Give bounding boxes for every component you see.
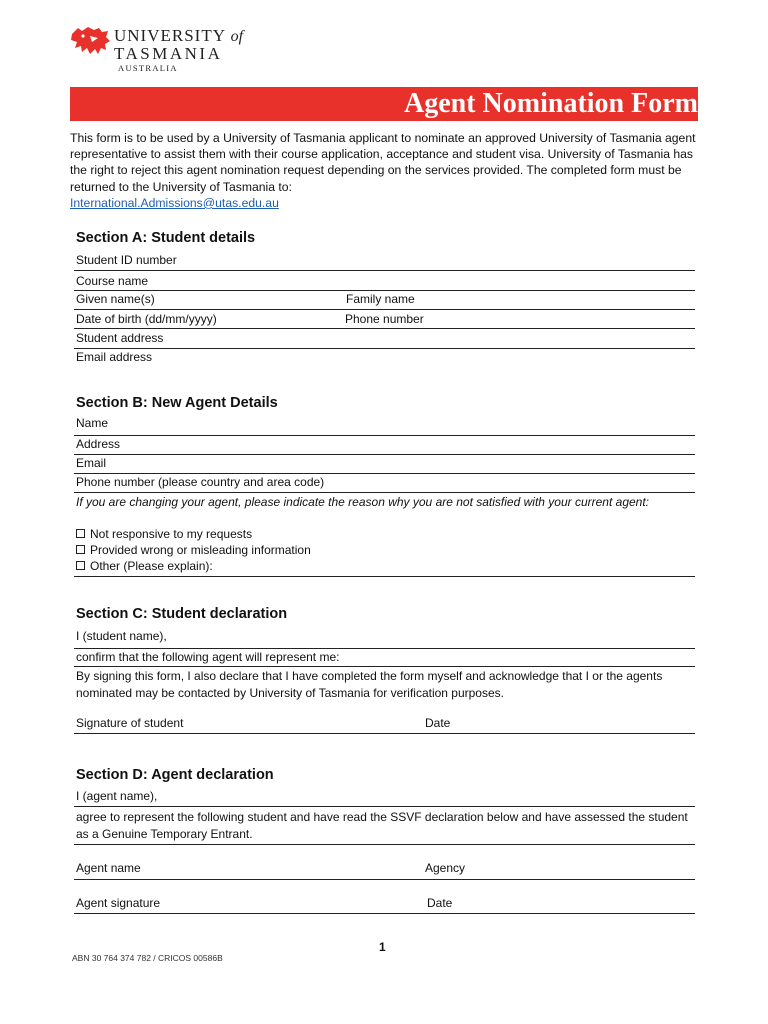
student-name-field[interactable] xyxy=(74,648,695,649)
confirm-agent-field[interactable] xyxy=(74,666,695,667)
other-explain-field[interactable] xyxy=(74,576,695,577)
logo-line-university: UNIVERSITY of xyxy=(114,26,244,45)
logo-line-australia: AUSTRALIA xyxy=(118,63,178,73)
agency-label: Agency xyxy=(425,861,466,875)
student-address-field[interactable] xyxy=(74,348,695,349)
student-signature-field[interactable] xyxy=(74,733,695,734)
agent-name-label: Name xyxy=(76,416,109,430)
section-d-heading: Section D: Agent declaration xyxy=(76,767,274,783)
agent-phone-field[interactable] xyxy=(74,492,695,493)
name-fields[interactable] xyxy=(74,309,695,310)
student-phone-label: Phone number xyxy=(345,312,424,326)
student-date-label: Date xyxy=(425,716,451,730)
checkbox-icon[interactable] xyxy=(76,561,85,570)
given-name-label: Given name(s) xyxy=(76,292,155,306)
lion-crest-icon xyxy=(68,24,112,60)
agent-address-field[interactable] xyxy=(74,454,695,455)
student-id-label: Student ID number xyxy=(76,253,177,267)
student-id-field[interactable] xyxy=(74,270,695,271)
agent-email-label: Email xyxy=(76,456,107,470)
option-not-responsive[interactable]: Not responsive to my requests xyxy=(76,527,252,541)
section-a-heading: Section A: Student details xyxy=(76,230,256,246)
agent-address-label: Address xyxy=(76,437,121,451)
student-address-label: Student address xyxy=(76,331,164,345)
dob-phone-fields[interactable] xyxy=(74,328,695,329)
admissions-email-link[interactable]: International.Admissions@utas.edu.au xyxy=(70,195,279,210)
intro-paragraph xyxy=(70,130,698,211)
checkbox-icon[interactable] xyxy=(76,529,85,538)
agent-declaration-text: agree to represent the following student and have read the SSVF declaration below and have assessed the student as a Genuine Temporary Entrant. xyxy=(76,810,688,841)
agent-email-field[interactable] xyxy=(74,473,695,474)
option-wrong-information[interactable]: Provided wrong or misleading information xyxy=(76,543,311,557)
course-name-label: Course name xyxy=(76,274,149,288)
abn-cricos-text: ABN 30 764 374 782 / CRICOS 00586B xyxy=(72,953,223,963)
page-number: 1 xyxy=(379,940,386,954)
title-banner xyxy=(70,87,698,121)
agent-name-label-d: Agent name xyxy=(76,861,141,875)
confirm-agent-label: confirm that the following agent will represent me: xyxy=(76,650,340,664)
dob-label: Date of birth (dd/mm/yyyy) xyxy=(76,312,217,326)
logo-line-tasmania: TASMANIA xyxy=(114,44,223,63)
agent-agency-field[interactable] xyxy=(74,879,695,880)
course-name-field[interactable] xyxy=(74,290,695,291)
family-name-label: Family name xyxy=(346,292,415,306)
option-other[interactable]: Other (Please explain): xyxy=(76,559,213,573)
student-name-label: I (student name), xyxy=(76,629,167,643)
intro-text: This form is to be used by a University of Tasmania applicant to nominate an approved University of Tasmania agent representative to assist them with their course application, acceptance and student visa. University of Tasmania has the right to reject this agent nomination request depending on the services provided. The completed form must be returned to the University of Tasmania to: xyxy=(70,131,696,194)
agent-date-label: Date xyxy=(427,896,453,910)
section-b-heading: Section B: New Agent Details xyxy=(76,395,278,411)
agent-name-line-label: I (agent name), xyxy=(76,789,158,803)
agent-name-line-field[interactable] xyxy=(74,806,695,807)
agent-declaration-divider xyxy=(74,844,695,845)
university-logo xyxy=(68,24,258,74)
student-signature-label: Signature of student xyxy=(76,716,184,730)
student-declaration-text: By signing this form, I also declare that I have completed the form myself and acknowledge that I or the agents nominated may be contacted by University of Tasmania for verification purposes. xyxy=(76,669,663,700)
agent-signature-label: Agent signature xyxy=(76,896,161,910)
student-email-label: Email address xyxy=(76,350,153,364)
checkbox-icon[interactable] xyxy=(76,545,85,554)
change-reason-prompt: If you are changing your agent, please indicate the reason why you are not satisfied with your current agent: xyxy=(76,495,650,509)
agent-phone-label: Phone number (please country and area code) xyxy=(76,475,325,489)
page-title: Agent Nomination Form xyxy=(404,88,698,119)
agent-name-field[interactable] xyxy=(74,435,695,436)
agent-signature-field[interactable] xyxy=(74,913,695,914)
section-c-heading: Section C: Student declaration xyxy=(76,606,288,622)
